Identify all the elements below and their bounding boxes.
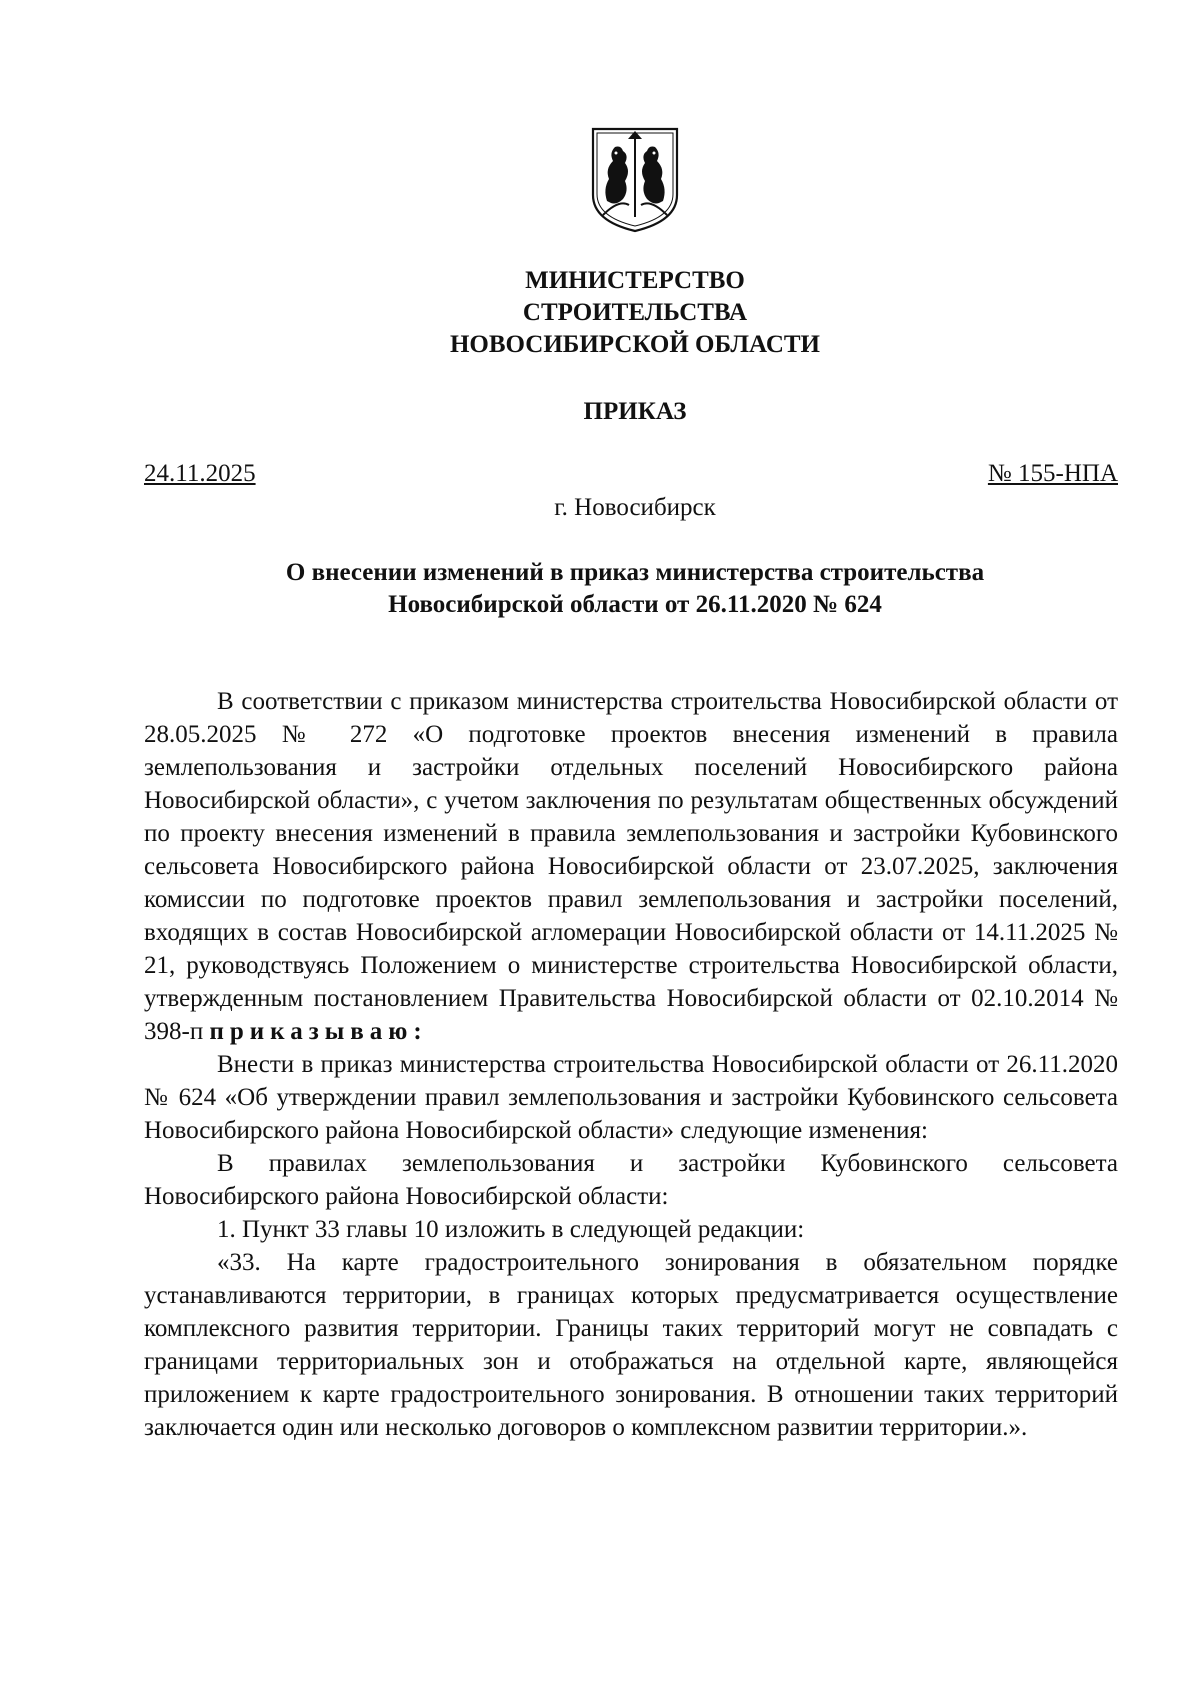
document-body xyxy=(144,685,1118,1444)
document-type: ПРИКАЗ xyxy=(583,398,687,425)
document-city: г. Новосибирск xyxy=(554,494,716,521)
paragraph-amendment: Внести в приказ министерства строительства Новосибирской области от 26.11.2020 № 624 «Об утверждении правил землепользования и застройки Кубовинского сельсовета Новосибирского района Новосибирской области» следующие изменения: xyxy=(144,1051,1118,1144)
paragraph-item-1: 1. Пункт 33 главы 10 изложить в следующей редакции: xyxy=(217,1216,805,1243)
document-number: № 155-НПА xyxy=(987,460,1118,487)
paragraph-item-33: «33. На карте градостроительного зонирования в обязательном порядке устанавливаются территории, в границах которых предусматривается осуществление комплексного развития территории. Границы таких территорий могут не совпадать с границами территориальных зон и отображаться на отдельной карте, являющейся приложением к карте градостроительного зонирования. В отношении таких территорий заключается один или несколько договоров о комплексном развитии территории.». xyxy=(144,1249,1118,1441)
document-subject xyxy=(0,557,1200,621)
ministry-line-3: НОВОСИБИРСКОЙ ОБЛАСТИ xyxy=(449,331,821,358)
ministry-line-1: МИНИСТЕРСТВО xyxy=(525,267,745,294)
subject-line-1: О внесении изменений в приказ министерства строительства xyxy=(285,559,985,586)
paragraph-rules: В правилах землепользования и застройки Кубовинского сельсовета Новосибирского района Новосибирской области: xyxy=(144,1150,1118,1210)
paragraph-preamble xyxy=(144,685,1118,1048)
ministry-line-2: СТРОИТЕЛЬСТВА xyxy=(522,299,748,326)
order-keyword: приказываю: xyxy=(209,1018,428,1045)
ministry-name xyxy=(0,265,1200,361)
preamble-text: В соответствии с приказом министерства строительства Новосибирской области от 28.05.2025 № 272 «О подготовке проектов внесения изменений в правила землепользования и застройки отдельных поселений Новосибирского района Новосибирской области», с учетом заключения по результатам общественных обсуждений по проекту внесения изменений в правила землепользования и застройки Кубовинского сельсовета Новосибирского района Новосибирской области от 23.07.2025, заключения комиссии по подготовке проектов правил землепользования и застройки поселений, входящих в состав Новосибирской агломерации Новосибирской области от 14.11.2025 № 21, руководствуясь Положением о министерстве строительства Новосибирской области, утвержденным постановлением Правительства Новосибирской области от 02.10.2014 № 398-п xyxy=(144,688,1118,1045)
document-date: 24.11.2025 xyxy=(144,460,256,487)
subject-line-2: Новосибирской области от 26.11.2020 № 624 xyxy=(388,591,882,618)
coat-of-arms-emblem xyxy=(589,125,681,235)
